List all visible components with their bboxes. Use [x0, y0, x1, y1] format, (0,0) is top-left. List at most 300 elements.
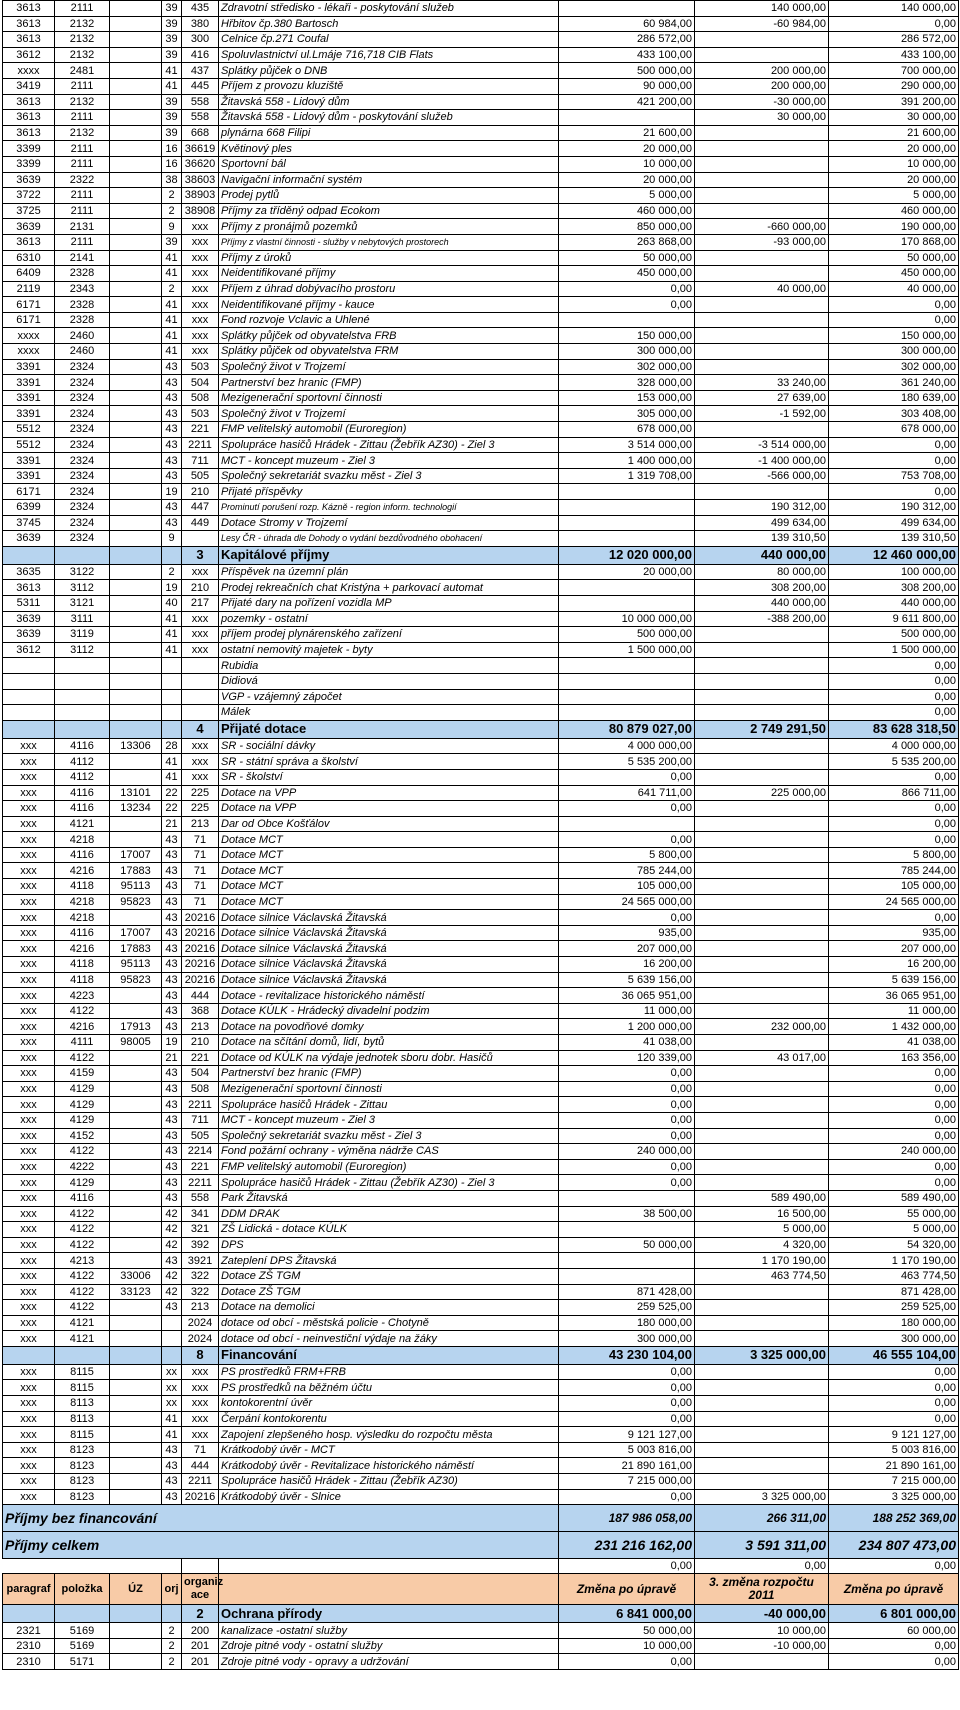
- polozka-cell: 8115: [55, 1364, 110, 1380]
- value-cell-1: [559, 1, 695, 17]
- orj-cell: 43: [162, 1003, 182, 1019]
- value-cell-2: [695, 1035, 829, 1051]
- organizace-cell: 20216: [182, 925, 219, 941]
- description-cell: Dar od Obce Košťálov: [219, 816, 559, 832]
- orj-cell: [162, 1315, 182, 1331]
- organizace-cell: xxx: [182, 250, 219, 266]
- value-cell-1: 0,00: [559, 832, 695, 848]
- table-row: [3, 785, 959, 801]
- description-cell: Společný život v Trojzemí: [219, 359, 559, 375]
- organizace-cell: 20216: [182, 941, 219, 957]
- table-row: [3, 312, 959, 328]
- polozka-cell: 2132: [55, 125, 110, 141]
- organizace-cell: 210: [182, 1035, 219, 1051]
- description-cell: Společný sekretariát svazku měst - Ziel 3: [219, 1128, 559, 1144]
- orj-cell: 39: [162, 234, 182, 250]
- polozka-cell: 4121: [55, 1331, 110, 1347]
- organizace-cell: 505: [182, 468, 219, 484]
- paragraf-cell: 3639: [3, 219, 55, 235]
- orj-cell: 21: [162, 816, 182, 832]
- uz-cell: [110, 172, 162, 188]
- table-row: [3, 1458, 959, 1474]
- table-row: [3, 941, 959, 957]
- organizace-cell: 225: [182, 785, 219, 801]
- section-code: 3: [182, 546, 219, 564]
- uz-cell: [110, 1315, 162, 1331]
- polozka-cell: 4129: [55, 1097, 110, 1113]
- value-cell-3: 5 000,00: [829, 1222, 959, 1238]
- blank-row: [3, 1559, 959, 1574]
- value-cell-1: [559, 1253, 695, 1269]
- value-cell-1: 641 711,00: [559, 785, 695, 801]
- uz-cell: [110, 1331, 162, 1347]
- description-cell: Park Žitavská: [219, 1190, 559, 1206]
- value-cell-1: [559, 580, 695, 596]
- value-cell-1: 24 565 000,00: [559, 894, 695, 910]
- value-cell-3: 11 000,00: [829, 1003, 959, 1019]
- uz-cell: [110, 328, 162, 344]
- organizace-cell: 210: [182, 580, 219, 596]
- table-row: [3, 580, 959, 596]
- value-cell-1: 38 500,00: [559, 1206, 695, 1222]
- table-row: [3, 1066, 959, 1082]
- orj-cell: 19: [162, 1035, 182, 1051]
- paragraf-cell: xxx: [3, 1003, 55, 1019]
- organizace-cell: 711: [182, 453, 219, 469]
- value-cell-1: [559, 595, 695, 611]
- paragraf-cell: xxx: [3, 941, 55, 957]
- polozka-cell: 4122: [55, 1206, 110, 1222]
- description-cell: SR - sociální dávky: [219, 738, 559, 754]
- polozka-cell: 2324: [55, 468, 110, 484]
- value-cell-2: [695, 1315, 829, 1331]
- value-cell-2: 499 634,00: [695, 515, 829, 531]
- description-cell: Dotace ZŠ TGM: [219, 1268, 559, 1284]
- total-value-2: 3 591 311,00: [695, 1532, 829, 1559]
- orj-cell: 43: [162, 847, 182, 863]
- paragraf-cell: xxx: [3, 847, 55, 863]
- value-cell-1: 50 000,00: [559, 1237, 695, 1253]
- section-title: Kapitálové příjmy: [219, 546, 559, 564]
- polozka-cell: 2324: [55, 422, 110, 438]
- description-cell: Fond požární ochrany - výměna nádrže CAS: [219, 1144, 559, 1160]
- orj-cell: 41: [162, 754, 182, 770]
- section-value-2: -40 000,00: [695, 1605, 829, 1623]
- value-cell-3: 0,00: [829, 1380, 959, 1396]
- uz-cell: [110, 1159, 162, 1175]
- description-cell: Spolupráce hasičů Hrádek - Zittau: [219, 1097, 559, 1113]
- polozka-cell: 2111: [55, 110, 110, 126]
- value-cell-3: 0,00: [829, 689, 959, 705]
- table-row: [3, 595, 959, 611]
- orj-cell: 43: [162, 1019, 182, 1035]
- total-value-1: 187 986 058,00: [559, 1505, 695, 1532]
- value-cell-3: 259 525,00: [829, 1300, 959, 1316]
- blank-value-3: 0,00: [829, 1559, 959, 1574]
- paragraf-cell: 6399: [3, 500, 55, 516]
- organizace-cell: 71: [182, 832, 219, 848]
- description-cell: MCT - koncept muzeum - Ziel 3: [219, 1112, 559, 1128]
- value-cell-2: [695, 1097, 829, 1113]
- section-value-3: 83 628 318,50: [829, 720, 959, 738]
- table-row: [3, 1364, 959, 1380]
- value-cell-3: 0,00: [829, 832, 959, 848]
- uz-cell: 17883: [110, 941, 162, 957]
- uz-cell: [110, 595, 162, 611]
- polozka-cell: 8123: [55, 1474, 110, 1490]
- orj-cell: 43: [162, 879, 182, 895]
- organizace-cell: 449: [182, 515, 219, 531]
- orj-cell: 39: [162, 125, 182, 141]
- value-cell-2: 200 000,00: [695, 63, 829, 79]
- value-cell-2: [695, 769, 829, 785]
- value-cell-1: [559, 1222, 695, 1238]
- organizace-cell: 71: [182, 894, 219, 910]
- value-cell-2: 5 000,00: [695, 1222, 829, 1238]
- description-cell: Dotace Stromy v Trojzemí: [219, 515, 559, 531]
- value-cell-2: [695, 832, 829, 848]
- value-cell-2: [695, 673, 829, 689]
- organizace-cell: 213: [182, 1300, 219, 1316]
- organizace-cell: 20216: [182, 957, 219, 973]
- value-cell-1: 207 000,00: [559, 941, 695, 957]
- value-cell-2: [695, 484, 829, 500]
- polozka-cell: 2111: [55, 234, 110, 250]
- table-row: [3, 863, 959, 879]
- organizace-cell: 508: [182, 1081, 219, 1097]
- value-cell-1: 16 200,00: [559, 957, 695, 973]
- value-cell-1: 4 000 000,00: [559, 738, 695, 754]
- value-cell-2: [695, 941, 829, 957]
- polozka-cell: 2324: [55, 375, 110, 391]
- paragraf-cell: xxx: [3, 925, 55, 941]
- description-cell: Partnerství bez hranic (FMP): [219, 1066, 559, 1082]
- uz-cell: [110, 580, 162, 596]
- uz-cell: [110, 437, 162, 453]
- orj-cell: 43: [162, 390, 182, 406]
- orj-cell: 43: [162, 1442, 182, 1458]
- value-cell-3: 54 320,00: [829, 1237, 959, 1253]
- table-row: [3, 1300, 959, 1316]
- description-cell: Přijaté příspěvky: [219, 484, 559, 500]
- organizace-cell: xxx: [182, 738, 219, 754]
- description-cell: Rubidia: [219, 658, 559, 674]
- value-cell-1: 1 200 000,00: [559, 1019, 695, 1035]
- uz-cell: [110, 297, 162, 313]
- value-cell-2: [695, 1364, 829, 1380]
- paragraf-cell: 3391: [3, 406, 55, 422]
- value-cell-3: 700 000,00: [829, 63, 959, 79]
- value-cell-2: [695, 627, 829, 643]
- table-row: [3, 1331, 959, 1347]
- uz-cell: [110, 1097, 162, 1113]
- uz-cell: [110, 141, 162, 157]
- paragraf-cell: xxx: [3, 894, 55, 910]
- value-cell-1: [559, 500, 695, 516]
- organizace-cell: 36619: [182, 141, 219, 157]
- polozka-cell: 2481: [55, 63, 110, 79]
- uz-cell: [110, 125, 162, 141]
- polozka-cell: 2328: [55, 297, 110, 313]
- value-cell-3: 300 000,00: [829, 344, 959, 360]
- section-value-3: 46 555 104,00: [829, 1346, 959, 1364]
- description-cell: Hřbitov čp.380 Bartosch: [219, 16, 559, 32]
- orj-cell: 41: [162, 611, 182, 627]
- paragraf-cell: xxxx: [3, 328, 55, 344]
- paragraf-cell: xxx: [3, 1380, 55, 1396]
- value-cell-1: 5 003 816,00: [559, 1442, 695, 1458]
- uz-cell: [110, 1380, 162, 1396]
- orj-cell: 43: [162, 515, 182, 531]
- paragraf-cell: xxx: [3, 785, 55, 801]
- value-cell-3: 433 100,00: [829, 47, 959, 63]
- paragraf-cell: xxx: [3, 1300, 55, 1316]
- value-cell-1: 871 428,00: [559, 1284, 695, 1300]
- value-cell-2: [695, 1112, 829, 1128]
- table-row: [3, 689, 959, 705]
- paragraf-cell: xxx: [3, 1396, 55, 1412]
- polozka-cell: 4118: [55, 972, 110, 988]
- orj-cell: 41: [162, 266, 182, 282]
- value-cell-1: [559, 689, 695, 705]
- polozka-cell: 8113: [55, 1411, 110, 1427]
- organizace-cell: 38903: [182, 188, 219, 204]
- orj-cell: 43: [162, 972, 182, 988]
- value-cell-3: 500 000,00: [829, 627, 959, 643]
- polozka-cell: 4122: [55, 1300, 110, 1316]
- organizace-cell: xxx: [182, 754, 219, 770]
- value-cell-1: 10 000 000,00: [559, 611, 695, 627]
- value-cell-1: [559, 816, 695, 832]
- description-cell: Dotace silnice Václavská Žitavská: [219, 941, 559, 957]
- value-cell-3: 50 000,00: [829, 250, 959, 266]
- description-cell: Žitavská 558 - Lidový dům: [219, 94, 559, 110]
- paragraf-cell: 6409: [3, 266, 55, 282]
- value-cell-1: 5 000,00: [559, 188, 695, 204]
- value-cell-2: [695, 297, 829, 313]
- table-row: [3, 1268, 959, 1284]
- value-cell-2: 140 000,00: [695, 1, 829, 17]
- value-cell-3: 0,00: [829, 1066, 959, 1082]
- polozka-cell: 4122: [55, 1222, 110, 1238]
- paragraf-cell: 2321: [3, 1623, 55, 1639]
- organizace-cell: 225: [182, 801, 219, 817]
- value-cell-1: 20 000,00: [559, 564, 695, 580]
- value-cell-3: 361 240,00: [829, 375, 959, 391]
- paragraf-cell: 6171: [3, 312, 55, 328]
- polozka-cell: 4116: [55, 1190, 110, 1206]
- value-cell-2: [695, 1284, 829, 1300]
- section-value-2: 2 749 291,50: [695, 720, 829, 738]
- table-row: [3, 531, 959, 547]
- value-cell-1: 678 000,00: [559, 422, 695, 438]
- description-cell: FMP velitelský automobil (Euroregion): [219, 1159, 559, 1175]
- polozka-cell: 4129: [55, 1175, 110, 1191]
- organizace-cell: 380: [182, 16, 219, 32]
- value-cell-3: 1 432 000,00: [829, 1019, 959, 1035]
- paragraf-cell: 2310: [3, 1638, 55, 1654]
- table-row: [3, 515, 959, 531]
- polozka-cell: 2324: [55, 484, 110, 500]
- organizace-cell: xxx: [182, 219, 219, 235]
- polozka-cell: 3112: [55, 642, 110, 658]
- value-cell-1: 105 000,00: [559, 879, 695, 895]
- orj-cell: 16: [162, 141, 182, 157]
- paragraf-cell: xxx: [3, 1489, 55, 1505]
- orj-cell: [162, 658, 182, 674]
- polozka-cell: 2324: [55, 500, 110, 516]
- description-cell: kanalizace -ostatní služby: [219, 1623, 559, 1639]
- table-row: [3, 437, 959, 453]
- value-cell-2: -566 000,00: [695, 468, 829, 484]
- section-title: Ochrana přírody: [219, 1605, 559, 1623]
- polozka-cell: 2324: [55, 453, 110, 469]
- polozka-cell: 2132: [55, 32, 110, 48]
- polozka-cell: 4122: [55, 1144, 110, 1160]
- value-cell-2: -30 000,00: [695, 94, 829, 110]
- value-cell-2: -388 200,00: [695, 611, 829, 627]
- description-cell: Dotace KÚLK - Hrádecký divadelní podzim: [219, 1003, 559, 1019]
- paragraf-cell: 3613: [3, 580, 55, 596]
- value-cell-1: 0,00: [559, 801, 695, 817]
- paragraf-cell: 5311: [3, 595, 55, 611]
- organizace-cell: xxx: [182, 627, 219, 643]
- value-cell-1: 120 339,00: [559, 1050, 695, 1066]
- uz-cell: [110, 611, 162, 627]
- organizace-cell: xxx: [182, 328, 219, 344]
- orj-cell: 41: [162, 1427, 182, 1443]
- table-row: [3, 611, 959, 627]
- table-row: [3, 359, 959, 375]
- value-cell-2: 225 000,00: [695, 785, 829, 801]
- blank-value-2: 0,00: [695, 1559, 829, 1574]
- value-cell-1: 935,00: [559, 925, 695, 941]
- section-value-2: 3 325 000,00: [695, 1346, 829, 1364]
- orj-cell: 41: [162, 297, 182, 313]
- value-cell-2: [695, 1081, 829, 1097]
- value-cell-2: [695, 910, 829, 926]
- value-cell-3: 5 003 816,00: [829, 1442, 959, 1458]
- value-cell-3: 871 428,00: [829, 1284, 959, 1300]
- section-row-financovani: [3, 1346, 959, 1364]
- description-cell: Neidentifikované příjmy - kauce: [219, 297, 559, 313]
- orj-cell: 41: [162, 63, 182, 79]
- description-cell: dotace od obcí - městská policie - Chotyně: [219, 1315, 559, 1331]
- polozka-cell: 2324: [55, 406, 110, 422]
- organizace-cell: 20216: [182, 910, 219, 926]
- value-cell-1: 286 572,00: [559, 32, 695, 48]
- table-row: [3, 250, 959, 266]
- value-cell-3: 20 000,00: [829, 141, 959, 157]
- value-cell-3: 460 000,00: [829, 203, 959, 219]
- value-cell-3: 4 000 000,00: [829, 738, 959, 754]
- uz-cell: 13234: [110, 801, 162, 817]
- organizace-cell: 368: [182, 1003, 219, 1019]
- table-row: [3, 1411, 959, 1427]
- description-cell: Prodej rekreačních chat Kristýna + parkovací automat: [219, 580, 559, 596]
- polozka-cell: 4118: [55, 957, 110, 973]
- orj-cell: 41: [162, 250, 182, 266]
- value-cell-3: 3 325 000,00: [829, 1489, 959, 1505]
- paragraf-cell: xxx: [3, 816, 55, 832]
- value-cell-3: 0,00: [829, 816, 959, 832]
- table-row: [3, 1222, 959, 1238]
- value-cell-1: 433 100,00: [559, 47, 695, 63]
- value-cell-1: 5 800,00: [559, 847, 695, 863]
- description-cell: Splátky půjček o DNB: [219, 63, 559, 79]
- value-cell-1: 7 215 000,00: [559, 1474, 695, 1490]
- value-cell-2: [695, 312, 829, 328]
- description-cell: Spolupráce hasičů Hrádek - Zittau (Žebřík AZ30) - Ziel 3: [219, 437, 559, 453]
- organizace-cell: 558: [182, 110, 219, 126]
- uz-cell: [110, 156, 162, 172]
- uz-cell: [110, 94, 162, 110]
- value-cell-1: 0,00: [559, 1112, 695, 1128]
- table-row: [3, 1050, 959, 1066]
- value-cell-2: 4 320,00: [695, 1237, 829, 1253]
- paragraf-cell: 6310: [3, 250, 55, 266]
- paragraf-cell: 3613: [3, 234, 55, 250]
- orj-cell: 43: [162, 1159, 182, 1175]
- value-cell-2: 463 774,50: [695, 1268, 829, 1284]
- paragraf-cell: xxx: [3, 738, 55, 754]
- description-cell: Dotace MCT: [219, 832, 559, 848]
- table-row: [3, 1380, 959, 1396]
- organizace-cell: xxx: [182, 642, 219, 658]
- value-cell-1: 36 065 951,00: [559, 988, 695, 1004]
- table-row: [3, 63, 959, 79]
- orj-cell: 2: [162, 1638, 182, 1654]
- paragraf-cell: xxx: [3, 1050, 55, 1066]
- uz-cell: [110, 515, 162, 531]
- polozka-cell: 4223: [55, 988, 110, 1004]
- polozka-cell: 4152: [55, 1128, 110, 1144]
- organizace-cell: 300: [182, 32, 219, 48]
- value-cell-3: 36 065 951,00: [829, 988, 959, 1004]
- organizace-cell: xxx: [182, 769, 219, 785]
- description-cell: Dotace silnice Václavská Žitavská: [219, 957, 559, 973]
- value-cell-3: 10 000,00: [829, 156, 959, 172]
- uz-cell: [110, 203, 162, 219]
- table-row: [3, 988, 959, 1004]
- orj-cell: 41: [162, 344, 182, 360]
- paragraf-cell: xxx: [3, 1315, 55, 1331]
- orj-cell: 43: [162, 1489, 182, 1505]
- orj-cell: 43: [162, 988, 182, 1004]
- organizace-cell: 444: [182, 988, 219, 1004]
- description-cell: Zateplení DPS Žitavská: [219, 1253, 559, 1269]
- organizace-cell: 322: [182, 1284, 219, 1300]
- uz-cell: 95113: [110, 879, 162, 895]
- value-cell-3: 0,00: [829, 1097, 959, 1113]
- value-cell-1: [559, 312, 695, 328]
- value-cell-1: 0,00: [559, 297, 695, 313]
- organizace-cell: 2211: [182, 1474, 219, 1490]
- paragraf-cell: [3, 705, 55, 721]
- description-cell: Sportovní bál: [219, 156, 559, 172]
- description-cell: Fond rozvoje Vclavic a Uhlené: [219, 312, 559, 328]
- value-cell-2: -660 000,00: [695, 219, 829, 235]
- organizace-cell: 444: [182, 1458, 219, 1474]
- value-cell-2: [695, 328, 829, 344]
- organizace-cell: 505: [182, 1128, 219, 1144]
- paragraf-cell: 2310: [3, 1654, 55, 1670]
- value-cell-1: [559, 658, 695, 674]
- value-cell-1: [559, 673, 695, 689]
- description-cell: DPS: [219, 1237, 559, 1253]
- table-row: [3, 1427, 959, 1443]
- table-row: [3, 172, 959, 188]
